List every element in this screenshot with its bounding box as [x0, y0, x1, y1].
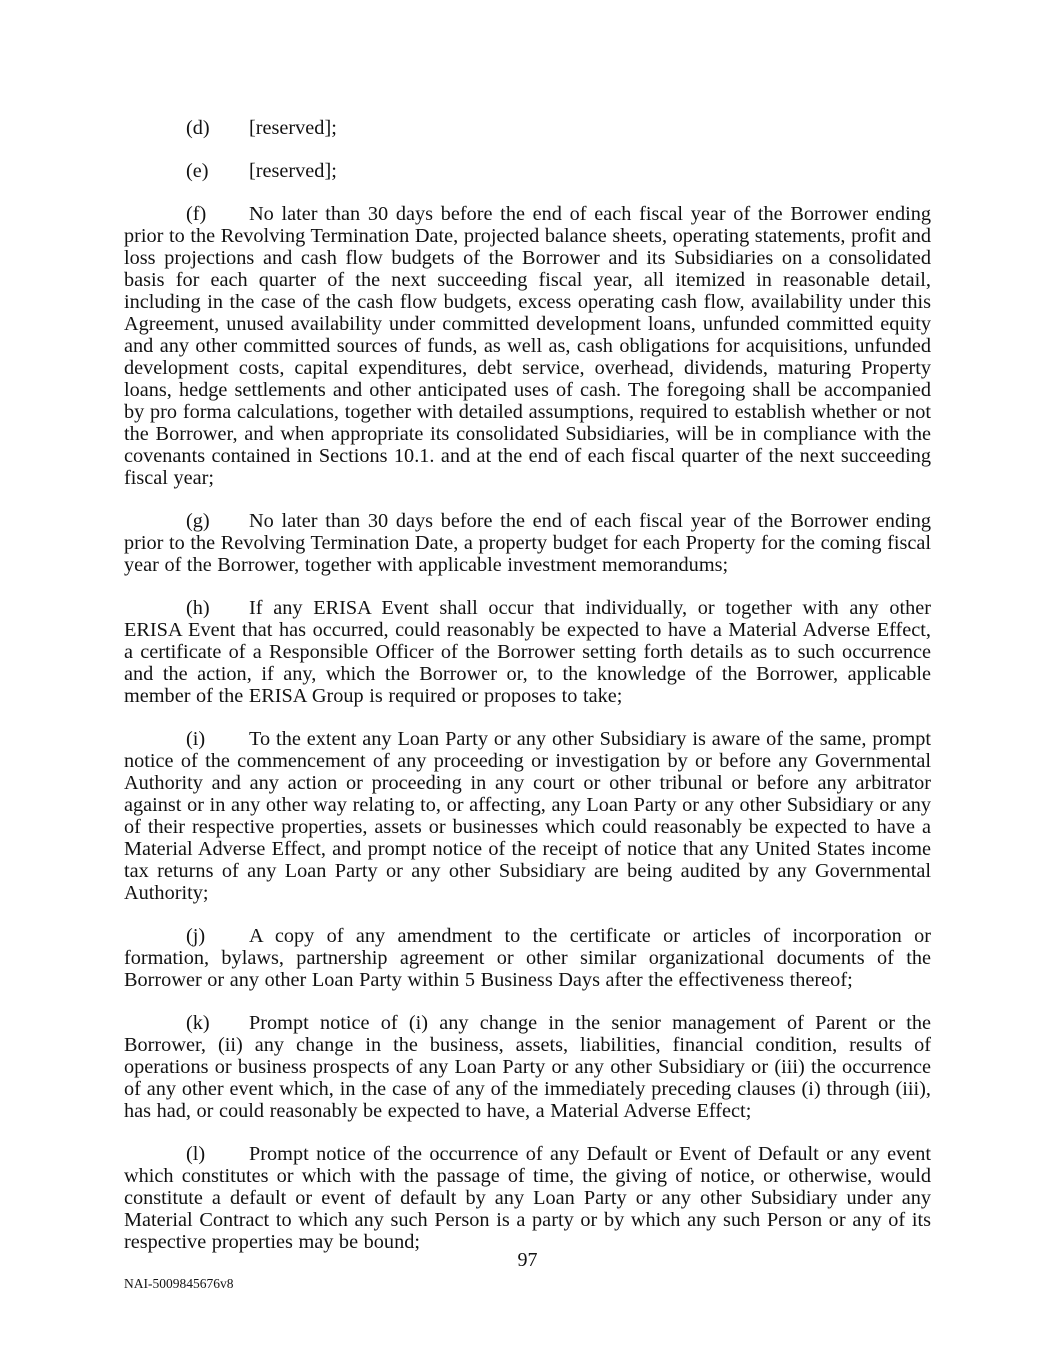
paragraph-h: [124, 597, 931, 707]
paragraph-text: Prompt notice of the occurrence of any Default or Event of Default or any event which constitutes or which with the passage of time, the giving of notice, or otherwise, would constitute a default or event of default by any Loan Party or any other Subsidiary under any Material Contract to which any such Person is a party or by which any such Person or any of its respective properties may be bound;: [124, 1143, 931, 1253]
paragraph-i: [124, 728, 931, 904]
paragraph-label: (e): [186, 160, 209, 182]
paragraph-label: (j): [186, 925, 206, 947]
paragraph-label: (g): [186, 510, 210, 532]
paragraph-e: [124, 160, 931, 182]
document-id-footer: NAI-5009845676v8: [124, 1276, 234, 1291]
paragraph-text: [reserved];: [249, 117, 337, 139]
paragraph-j: [124, 925, 931, 991]
paragraph-k: [124, 1012, 931, 1122]
paragraph-label: (i): [186, 728, 206, 750]
paragraph-text: A copy of any amendment to the certificate or articles of incorporation or formation, bylaws, partnership agreement or other similar organizational documents of the Borrower or any other Loan Party within 5 Business Days after the effectiveness thereof;: [124, 925, 931, 991]
paragraph-text: [reserved];: [249, 160, 337, 182]
paragraph-label: (k): [186, 1012, 210, 1034]
paragraph-g: [124, 510, 931, 576]
paragraph-label: (f): [186, 203, 207, 225]
paragraph-d: [124, 117, 931, 139]
paragraph-text: If any ERISA Event shall occur that individually, or together with any other ERISA Event that has occurred, could reasonably be expected to have a Material Adverse Effect, a certificate of a Responsible Officer of the Borrower setting forth details as to such occurrence and the action, if any, which the Borrower or, to the knowledge of the Borrower, applicable member of the ERISA Group is required or proposes to take;: [124, 597, 931, 707]
paragraph-text: To the extent any Loan Party or any other Subsidiary is aware of the same, prompt notice of the commencement of any proceeding or investigation by or before any Governmental Authority and any action or proceeding in any court or other tribunal or before any arbitrator against or in any other way relating to, or affecting, any Loan Party or any other Subsidiary or any of their respective properties, assets or businesses which could reasonably be expected to have a Material Adverse Effect, and prompt notice of the receipt of notice that any United States income tax returns of any Loan Party or any other Subsidiary are being audited by any Governmental Authority;: [124, 728, 931, 904]
paragraph-text: No later than 30 days before the end of each fiscal year of the Borrower ending prior to the Revolving Termination Date, a property budget for each Property for the coming fiscal year of the Borrower, together with applicable investment memorandums;: [124, 510, 931, 576]
paragraph-l: [124, 1143, 931, 1253]
page-number: 97: [517, 1249, 538, 1271]
paragraph-label: (d): [186, 117, 210, 139]
paragraph-text: No later than 30 days before the end of each fiscal year of the Borrower ending prior to the Revolving Termination Date, projected balance sheets, operating statements, profit and loss projections and cash flow budgets of the Borrower and its Subsidiaries on a consolidated basis for each quarter of the next succeeding fiscal year, all itemized in reasonable detail, including in the case of the cash flow budgets, excess operating cash flow, availability under this Agreement, unused availability under committed development loans, unfunded committed equity and any other committed sources of funds, as well as, cash obligations for acquisitions, unfunded development costs, capital expenditures, debt service, overhead, dividends, maturing Property loans, hedge settlements and other anticipated uses of cash. The foregoing shall be accompanied by pro forma calculations, together with detailed assumptions, required to establish whether or not the Borrower, and when appropriate its consolidated Subsidiaries, will be in compliance with the covenants contained in Sections 10.1. and at the end of each fiscal quarter of the next succeeding fiscal year;: [124, 203, 931, 489]
paragraph-text: Prompt notice of (i) any change in the senior management of Parent or the Borrower, (ii) any change in the business, assets, liabilities, financial condition, results of operations or business prospects of any Loan Party or any other Subsidiary or (iii) the occurrence of any other event which, in the case of any of the immediately preceding clauses (i) through (iii), has had, or could reasonably be expected to have, a Material Adverse Effect;: [124, 1012, 931, 1122]
paragraph-label: (l): [186, 1143, 206, 1165]
paragraph-label: (h): [186, 597, 210, 619]
paragraph-f: [124, 203, 931, 489]
